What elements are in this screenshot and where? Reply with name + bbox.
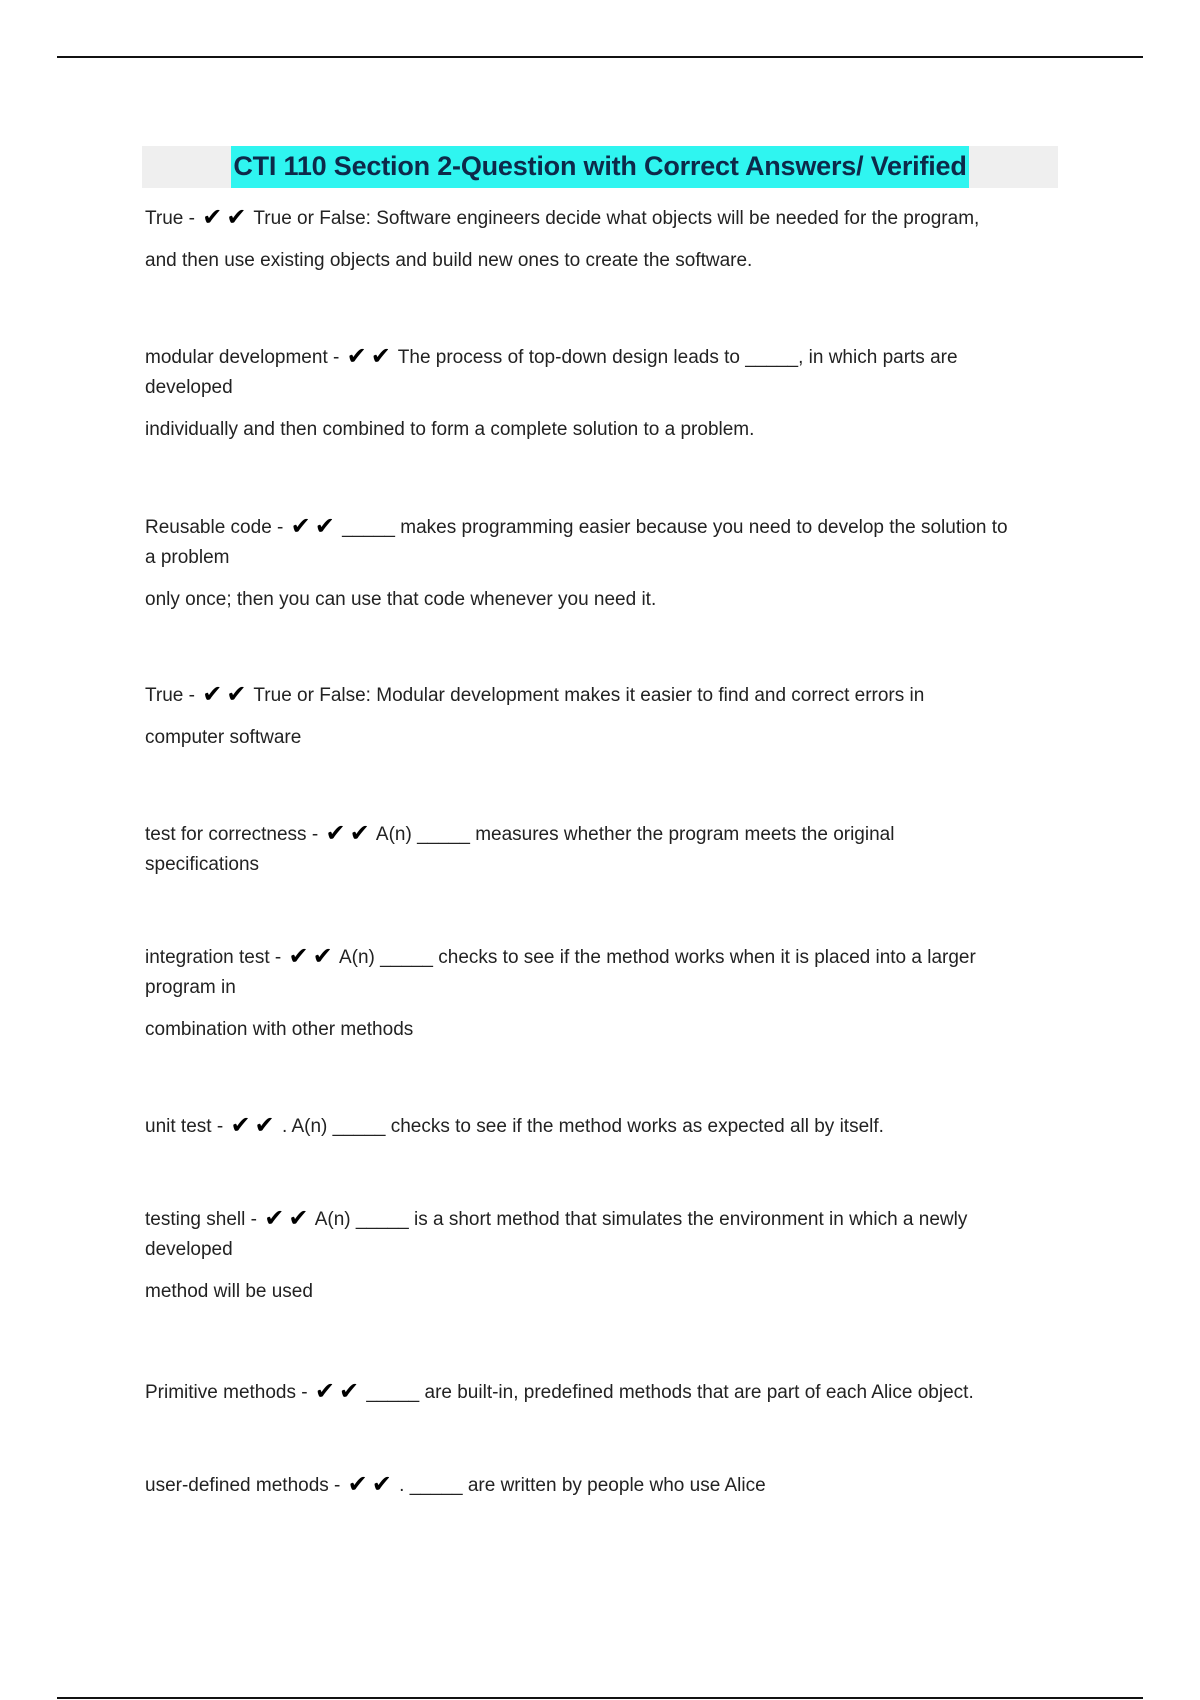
qa-item xyxy=(145,820,1065,880)
qa-first-line xyxy=(145,1471,1065,1501)
qa-item xyxy=(145,1471,1065,1501)
check-icon: ✔ xyxy=(349,819,370,847)
prefix-mark: . xyxy=(399,1475,405,1496)
qa-first-line xyxy=(145,343,1065,373)
qa-item xyxy=(145,204,1065,276)
check-icon: ✔ xyxy=(254,1111,275,1139)
question-continuation: developed xyxy=(145,377,233,398)
qa-item xyxy=(145,343,1065,445)
check-icon: ✔ xyxy=(226,203,247,231)
check-icon: ✔ xyxy=(202,203,223,231)
check-icon: ✔ xyxy=(288,1204,309,1232)
question-continuation: method will be used xyxy=(145,1281,313,1302)
answer-term: True - xyxy=(145,685,195,706)
qa-first-line xyxy=(145,820,1065,850)
qa-item xyxy=(145,1205,1065,1307)
check-icon: ✔ xyxy=(370,342,391,370)
check-icon: ✔ xyxy=(230,1111,251,1139)
check-icon: ✔ xyxy=(264,1204,285,1232)
answer-term: integration test - xyxy=(145,947,282,968)
question-text: True or False: Modular development makes it easier to find and correct errors in xyxy=(253,685,925,706)
prefix-mark: . xyxy=(281,1116,288,1137)
question-continuation: program in xyxy=(145,977,236,998)
question-text: _____ makes programming easier because you need to develop the solution to xyxy=(342,517,1008,538)
qa-first-line xyxy=(145,1205,1065,1235)
answer-term: unit test - xyxy=(145,1116,224,1137)
qa-item xyxy=(145,513,1065,615)
question-text: True or False: Software engineers decide what objects will be needed for the program, xyxy=(253,208,980,229)
question-text: The process of top-down design leads to _____, in which parts are xyxy=(397,347,958,368)
question-continuation: only once; then you can use that code whenever you need it. xyxy=(145,589,657,610)
header-rule xyxy=(57,56,1143,58)
check-icon: ✔ xyxy=(312,942,333,970)
check-icon: ✔ xyxy=(288,942,309,970)
question-continuation: developed xyxy=(145,1239,233,1260)
question-text: _____ are written by people who use Alice xyxy=(409,1475,766,1496)
check-icon: ✔ xyxy=(339,1377,360,1405)
qa-first-line xyxy=(145,513,1065,543)
question-continuation: and then use existing objects and build new ones to create the software. xyxy=(145,250,753,271)
qa-item xyxy=(145,681,1065,753)
check-icon: ✔ xyxy=(314,1377,335,1405)
question-text: A(n) _____ is a short method that simulates the environment in which a newly xyxy=(314,1209,968,1230)
document-title-bar xyxy=(142,146,1058,188)
check-icon: ✔ xyxy=(290,512,311,540)
qa-first-line xyxy=(145,1378,1065,1408)
question-text: _____ are built-in, predefined methods that are part of each Alice object. xyxy=(366,1382,974,1403)
question-continuation: individually and then combined to form a complete solution to a problem. xyxy=(145,419,755,440)
answer-term: user-defined methods - xyxy=(145,1475,341,1496)
question-continuation: specifications xyxy=(145,854,260,875)
check-icon: ✔ xyxy=(202,680,223,708)
question-continuation: combination with other methods xyxy=(145,1019,414,1040)
answer-term: Reusable code - xyxy=(145,517,284,538)
answer-term: test for correctness - xyxy=(145,824,319,845)
answer-term: True - xyxy=(145,208,195,229)
question-text: A(n) _____ checks to see if the method works when it is placed into a larger xyxy=(338,947,976,968)
qa-item xyxy=(145,1112,1065,1142)
footer-rule xyxy=(57,1697,1143,1699)
qa-first-line xyxy=(145,681,1065,711)
check-icon: ✔ xyxy=(226,680,247,708)
answer-term: testing shell - xyxy=(145,1209,257,1230)
answer-term: modular development - xyxy=(145,347,340,368)
check-icon: ✔ xyxy=(371,1470,392,1498)
question-continuation: computer software xyxy=(145,727,302,748)
qa-item xyxy=(145,943,1065,1045)
question-text: A(n) _____ measures whether the program meets the original xyxy=(375,824,895,845)
question-continuation: a problem xyxy=(145,547,230,568)
document-title: CTI 110 Section 2-Question with Correct Answers/ Verified xyxy=(231,146,968,188)
question-text: A(n) _____ checks to see if the method works as expected all by itself. xyxy=(291,1116,884,1137)
check-icon: ✔ xyxy=(346,342,367,370)
check-icon: ✔ xyxy=(314,512,335,540)
qa-first-line xyxy=(145,1112,1065,1142)
check-icon: ✔ xyxy=(347,1470,368,1498)
qa-item xyxy=(145,1378,1065,1408)
qa-first-line xyxy=(145,943,1065,973)
answer-term: Primitive methods - xyxy=(145,1382,308,1403)
check-icon: ✔ xyxy=(325,819,346,847)
qa-first-line xyxy=(145,204,1065,234)
